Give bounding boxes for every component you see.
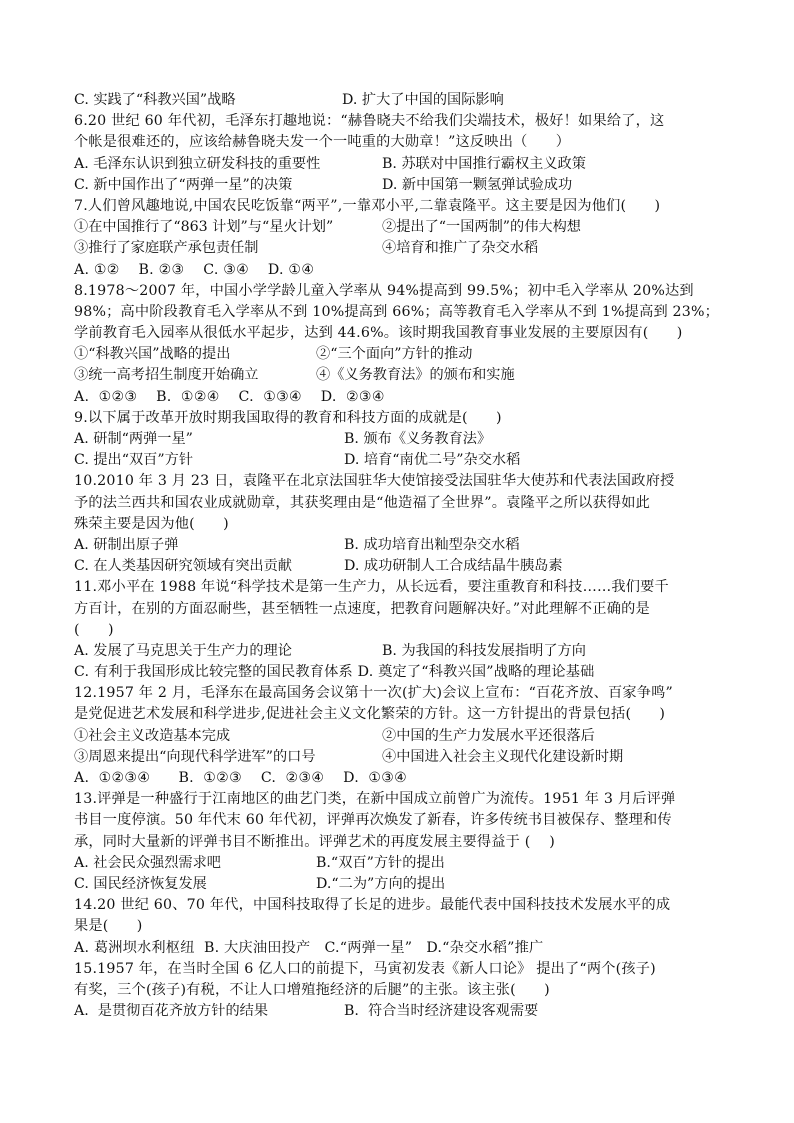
statement-row: [74, 238, 724, 259]
question-7-options: A. ①② B. ②③ C. ③④ D. ①④: [74, 261, 315, 278]
option-row: [74, 641, 724, 662]
question-12-stem: 12.1957 年 2 月，毛泽东在最高国务会议第十一次(扩大)会议上宣布：“百花齐放、百家争鸣”: [74, 685, 673, 702]
question-8-stem: 8.1978～2007 年，中国小学学龄儿童入学率从 94%提高到 99.5%；初中毛入学率从 20%达到: [74, 282, 694, 299]
question-10-stem: 殊荣主要是因为他( ): [74, 515, 229, 532]
question-8-stem: 98%；高中阶段教育毛入学率从不到 10%提高到 66%；高等教育毛入学率从不到 1%提高到 23%；: [74, 303, 720, 320]
statement: ①“科教兴国”战略的提出: [74, 346, 231, 363]
statement-row: [74, 747, 724, 768]
option: C. 实践了“科教兴国”战略: [74, 92, 236, 108]
option-row: [74, 175, 724, 196]
option: D. 新中国第一颗氢弹试验成功: [382, 176, 573, 193]
exam-page: [74, 90, 724, 1022]
question-11-stem: ( ): [74, 621, 114, 638]
option: B. 苏联对中国推行霸权主义政策: [382, 155, 586, 172]
option: C. 在人类基因研究领域有突出贡献: [74, 558, 292, 575]
option-row: [74, 450, 724, 471]
statement: ②提出了“一国两制”的伟大构想: [382, 219, 581, 236]
option-row: [74, 90, 724, 111]
option: A. 研制出原子弹: [74, 536, 179, 553]
option: D. 成功研制人工合成结晶牛胰岛素: [344, 558, 563, 575]
option: B. 符合当时经济建设客观需要: [344, 1003, 539, 1020]
option: D. 培育“南优二号”杂交水稻: [344, 452, 521, 469]
question-13-stem: 承，同时大量新的评弹书目不断推出。评弹艺术的再度发展主要得益于 ( ): [74, 833, 556, 850]
question-8-stem: 学前教育毛入园率从很低水平起步，达到 44.6%。该时期我国教育事业发展的主要原因有( ): [74, 325, 683, 342]
statement: ③推行了家庭联产承包责任制: [74, 240, 259, 257]
option: A. 是贯彻百花齐放方针的结果: [74, 1003, 269, 1020]
option-row: [74, 535, 724, 556]
option: A. 社会民众强烈需求吧: [74, 854, 221, 871]
statement-row: [74, 344, 724, 365]
question-14-stem: 果是( ): [74, 918, 143, 935]
option: C. 新中国作出了“两弹一星”的决策: [74, 176, 293, 193]
option: A. 研制“两弹一星”: [74, 431, 193, 447]
question-13-stem: 13.评弹是一种盛行于江南地区的曲艺门类，在新中国成立前曾广为流传。1951 年 3 月后评弹: [74, 791, 676, 808]
question-15-stem: 15.1957 年，在当时全国 6 亿人口的前提下，马寅初发表《新人口论》 提出了“两个(孩子): [74, 960, 656, 977]
statement: ②“三个面向”方针的推动: [316, 346, 473, 363]
statement: ④培育和推广了杂交水稻: [382, 240, 539, 257]
question-14-stem: 14.20 世纪 60、70 年代，中国科技取得了长足的进步。最能代表中国科技技术发展水平的成: [74, 897, 671, 914]
option: B.“双百”方针的提出: [316, 854, 445, 871]
question-10-stem: 予的法兰西共和国农业成就勋章，其获奖理由是“他造福了全世界”。袁隆平之所以获得如此: [74, 494, 651, 511]
option-row: [74, 1001, 724, 1022]
question-12-stem: 是党促进艺术发展和科学进步,促进社会主义文化繁荣的方针。这一方针提出的背景包括( ): [74, 706, 666, 723]
statement-row: [74, 217, 724, 238]
question-15-stem: 有奖，三个(孩子)有税，不让人口增殖拖经济的后腿”的主张。该主张( ): [74, 981, 550, 998]
option: D.“二为”方向的提出: [316, 875, 446, 892]
option-row: [74, 429, 724, 450]
option: A. 发展了马克思关于生产力的理论: [74, 642, 292, 659]
question-14-options: A. 葛洲坝水利枢纽 B. 大庆油田投产 C.“两弹一星” D.“杂交水稻”推广: [74, 939, 544, 956]
statement: ③统一高考招生制度开始确立: [74, 367, 259, 384]
option: C. 提出“双百”方针: [74, 452, 194, 469]
question-13-stem: 书目一度停演。50 年代末 60 年代初，评弹再次焕发了新春，许多传统书目被保存、整理和传: [74, 812, 672, 829]
question-9-stem: 9.以下属于改革开放时期我国取得的教育和科技方面的成就是( ): [74, 409, 502, 426]
option: C. 国民经济恢复发展: [74, 875, 207, 892]
option: A. 毛泽东认识到独立研发科技的重要性: [74, 155, 321, 172]
statement: ④中国进入社会主义现代化建设新时期: [382, 748, 624, 765]
statement: ②中国的生产力发展水平还很落后: [382, 727, 595, 744]
option-row: [74, 874, 724, 895]
statement: ①社会主义改造基本完成: [74, 727, 231, 744]
option: D. 扩大了中国的国际影响: [342, 92, 504, 108]
option-row: [74, 154, 724, 175]
question-6-stem: 6.20 世纪 60 年代初，毛泽东打趣地说：“赫鲁晓夫不给我们尖端技术，极好！如果给了，这: [74, 113, 665, 130]
statement-row: [74, 726, 724, 747]
option-row: [74, 853, 724, 874]
question-10-stem: 10.2010 年 3 月 23 日，袁隆平在北京法国驻华大使馆接受法国驻华大使苏和代表法国政府授: [74, 473, 675, 490]
option: B. 为我国的科技发展指明了方向: [382, 642, 586, 659]
statement: ④《义务教育法》的颁布和实施: [316, 367, 515, 384]
question-11-stem: 方百计，在别的方面忍耐些，甚至牺牲一点速度，把教育问题解决好。”对此理解不正确的是: [74, 600, 650, 617]
statement-row: [74, 365, 724, 386]
question-8-options: A. ①②③ B. ①②④ C. ①③④ D. ②③④: [74, 388, 385, 405]
question-11-options: C. 有利于我国形成比较完整的国民教育体系 D. 奠定了“科教兴国”战略的理论基础: [74, 664, 595, 681]
question-6-stem: 个帐是很难还的，应该给赫鲁晓夫发一个一吨重的大勋章！”这反映出（ ）: [74, 134, 571, 151]
question-11-stem: 11.邓小平在 1988 年说“科学技术是第一生产力，从长远看，要注重教育和科技……我们要千: [74, 579, 669, 596]
statement: ①在中国推行了“863 计划”与“星火计划”: [74, 219, 334, 236]
option-row: [74, 556, 724, 577]
option: B. 颁布《义务教育法》: [344, 431, 492, 447]
question-7-stem: 7.人们曾风趣地说,中国农民吃饭靠“两平”,一靠邓小平,二靠袁隆平。这主要是因为他们( ): [74, 197, 661, 214]
question-12-options: A. ①②③④ B. ①②③ C. ②③④ D. ①③④: [74, 770, 408, 786]
option: B. 成功培育出籼型杂交水稻: [344, 536, 520, 553]
statement: ③周恩来提出“向现代科学进军”的口号: [74, 748, 316, 765]
